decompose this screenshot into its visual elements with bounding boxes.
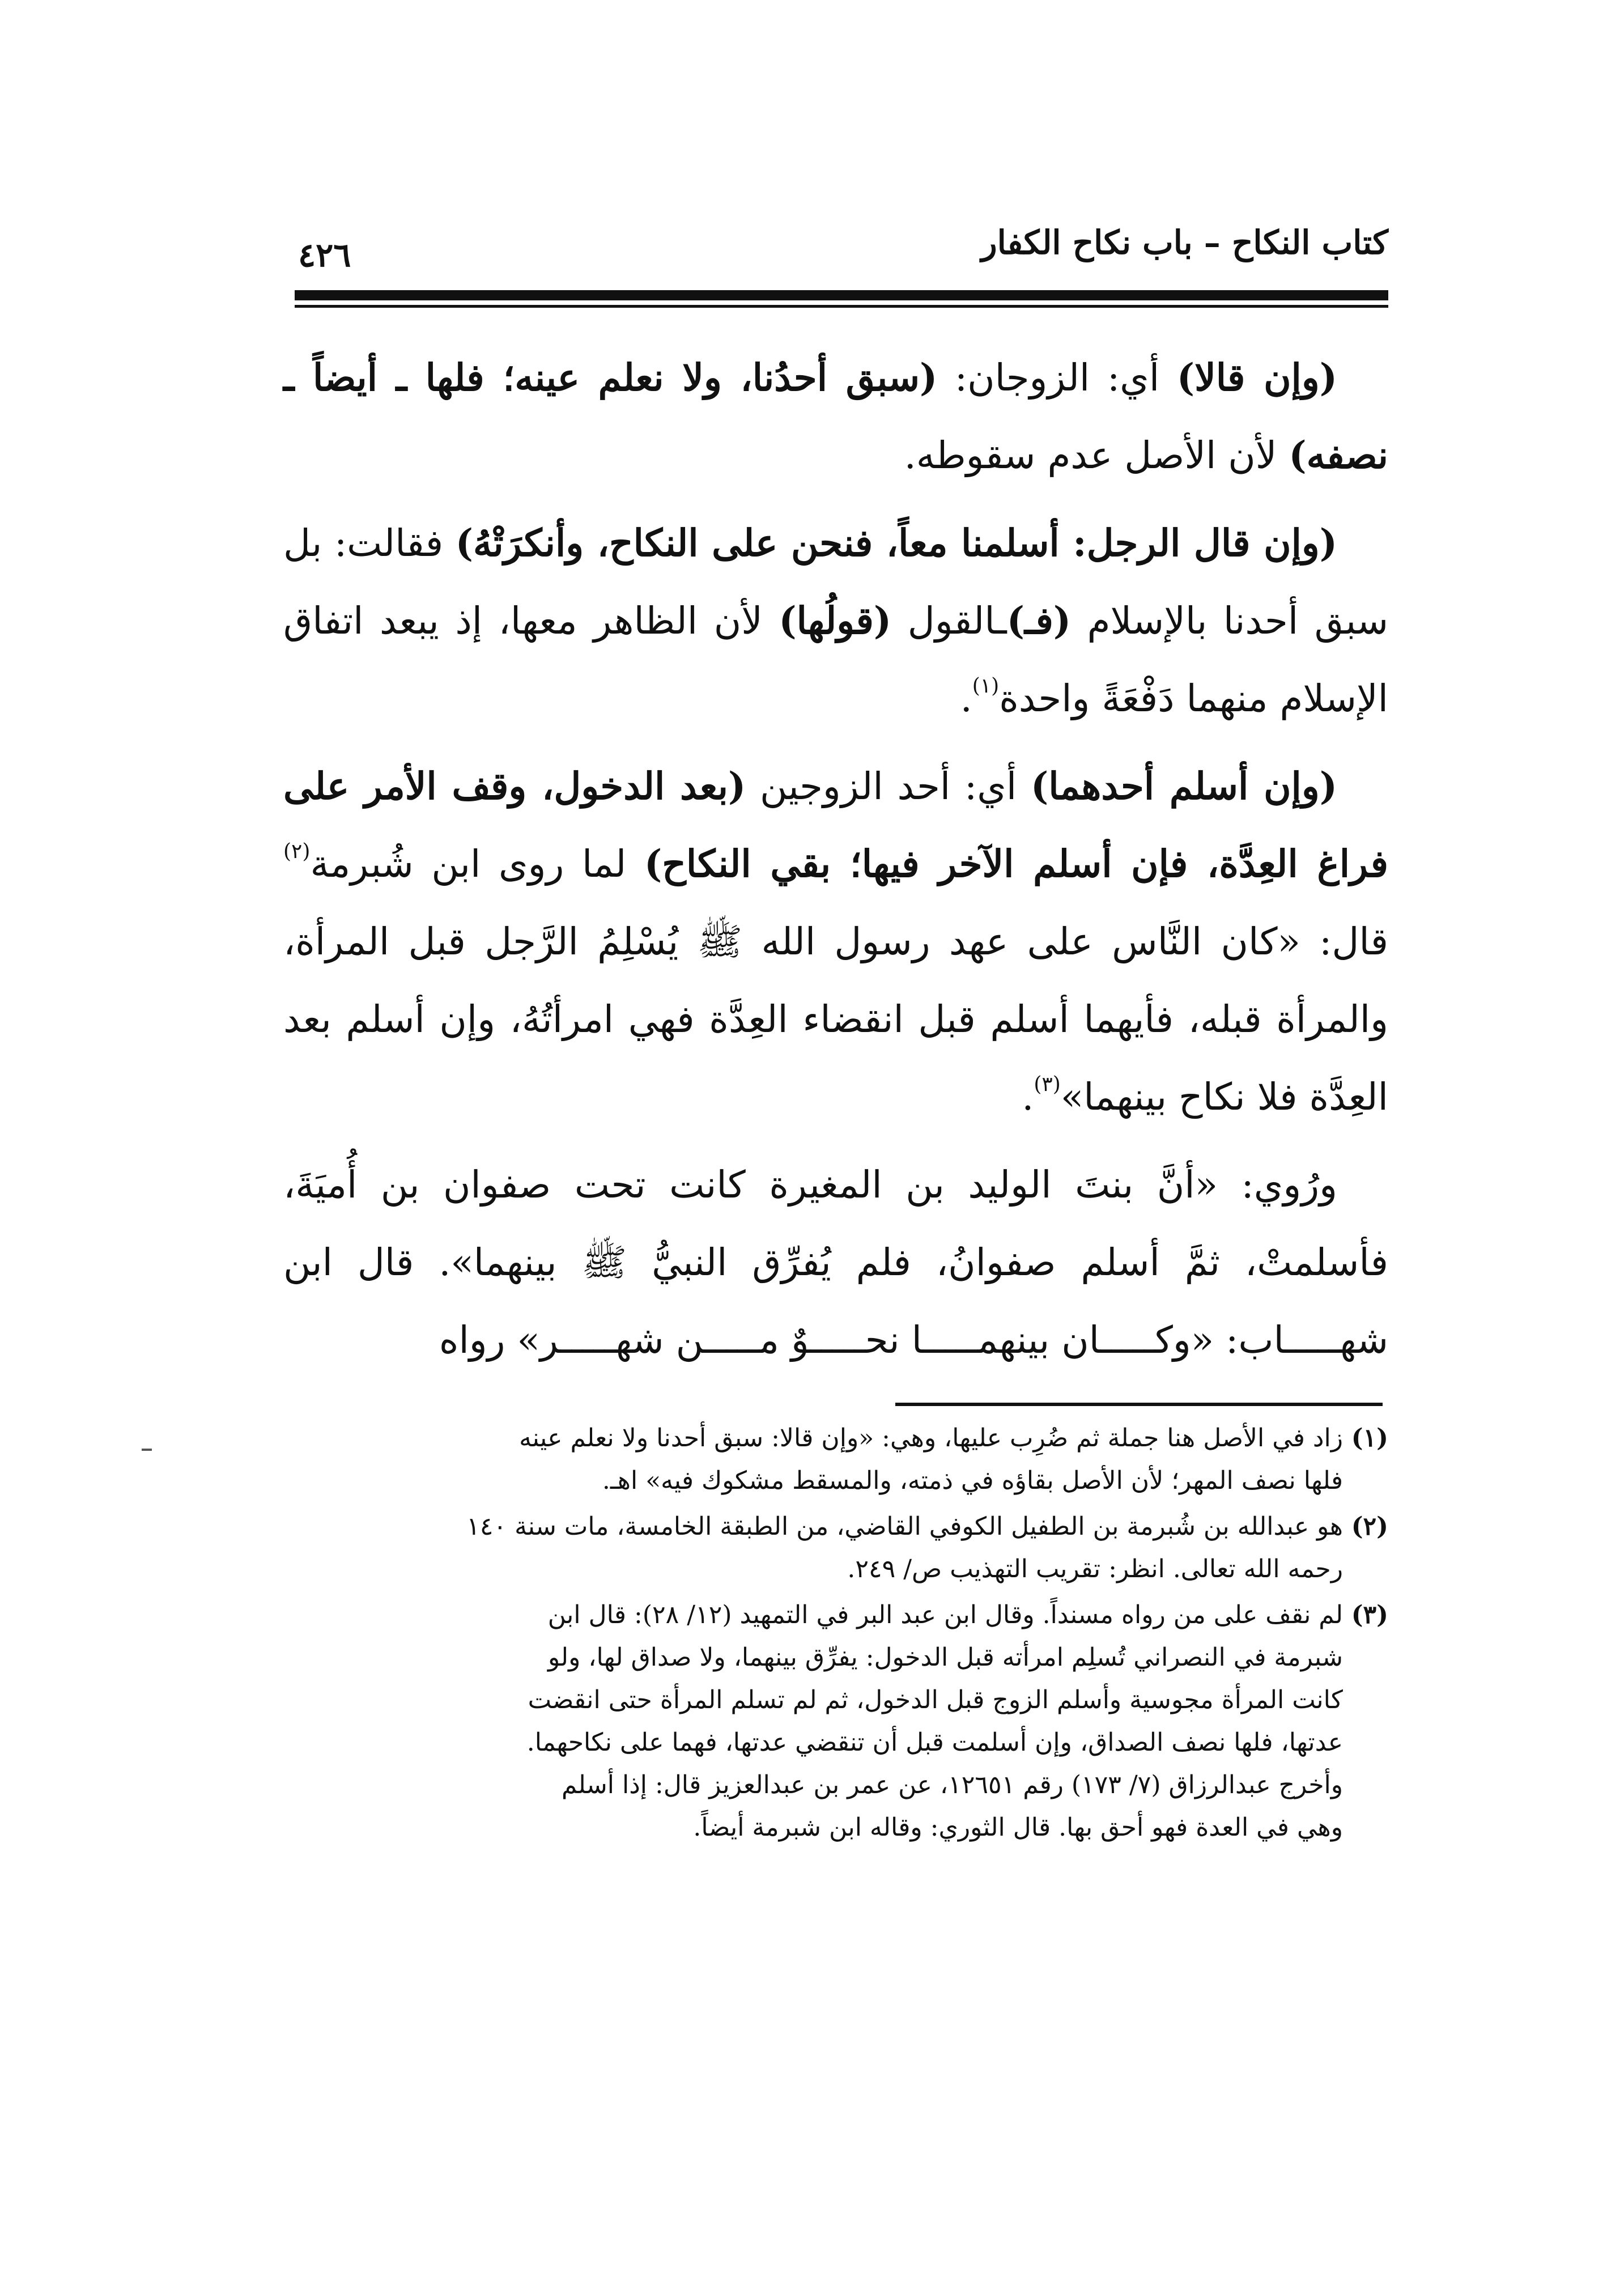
paragraph-2-bold-1: (وإن قال الرجل: أسلمنا معاً، فنحن على النكاح، وأنكرَتْهُ) [455, 521, 1338, 565]
paragraph-2 [283, 504, 1388, 737]
footnote-2-line-1: هو عبدالله بن شُبرمة بن الطفيل الكوفي القاضي، من الطبقة الخامسة، مات سنة ١٤٠ [466, 1512, 1343, 1541]
paragraph-3-text-3: قال: «كان النَّاس على عهد رسول الله ﷺ يُسْلِمُ الرَّجل قبل المرأة، والمرأة قبله، فأيهما أسلم قبل انقضاء العِدَّة فهي امرأتُهُ، وإن أسلم بعد العِدَّة فلا نكاح بينهما» [283, 920, 1388, 1119]
paragraph-3-text-4: . [1022, 1075, 1034, 1119]
paragraph-2-text-3: لأن الظاهر معها، إذ يبعد اتفاق الإسلام منهما دَفْعَةً واحدة [283, 599, 1388, 720]
paragraph-2-text-2: ـالقول [891, 599, 1007, 643]
scan-artifact-mark [142, 1449, 152, 1451]
paragraph-3-bold-1: (وإن أسلم أحدهما) [1031, 764, 1337, 808]
footnote-1-number: (١) [1351, 1424, 1388, 1453]
paragraph-3-text-1: أي: أحد الزوجين [746, 765, 1031, 808]
footnote-2-number: (٢) [1351, 1512, 1388, 1541]
paragraph-3-text-2: لما روى ابن شُبرمة [310, 842, 644, 886]
footnote-1-line-2: فلها نصف المهر؛ لأن الأصل بقاؤه في ذمته، والمسقط مشكوك فيه» اهـ. [602, 1466, 1343, 1495]
footnote-2-line-2: رحمه الله تعالى. انظر: تقريب التهذيب ص/ ٢٤٩. [847, 1555, 1343, 1583]
paragraph-1-text-1: أي: الزوجان: [937, 356, 1177, 400]
footnote-3-line-4: عدتها، فلها نصف الصداق، وإن أسلمت قبل أن تنقضي عدتها، فهما على نكاحهما. [526, 1728, 1343, 1757]
running-head: كتاب النكاح – باب نكاح الكفار [981, 223, 1388, 262]
footnote-3-line-5: وأخرج عبدالرزاق (٧/ ١٧٣) رقم ١٢٦٥١، عن عمر بن عبدالعزيز قال: إذا أسلم [562, 1770, 1343, 1799]
footnote-3-line-2: شبرمة في النصراني تُسلِم امرأته قبل الدخول: يفرِّق بينهما، ولا صداق لها، ولو [547, 1643, 1343, 1672]
paragraph-4-text-1: ورُوي: «أنَّ بنتَ الوليد بن المغيرة كانت تحت صفوان بن أُميَةَ، فأسلمتْ، ثمَّ أسلم صفوانُ، فلم يُفرِّق النبيُّ ﷺ بينهما». قال ابن شهـــــاب: «وكـــــان بينهمـــــا نحـــــوٌ مـــــن شهـــــر» رواه [283, 1163, 1388, 1362]
footnote-3-line-1: لم نقف على من رواه مسنداً. وقال ابن عبد البر في التمهيد (١٢/ ٢٨): قال ابن [547, 1600, 1343, 1629]
footnote-1 [283, 1417, 1388, 1502]
paragraph-1-bold-1: (وإن قالا) [1176, 355, 1337, 400]
page-number: ٤٢٦ [298, 236, 351, 274]
footnote-marker-3[interactable]: (٣) [1034, 1073, 1061, 1096]
paragraph-2-text-1: فقالت: بل سبق أحدنا بالإسلام [283, 521, 1388, 643]
footnote-3-line-6: وهي في العدة فهو أحق بها. قال الثوري: وقاله ابن شبرمة أيضاً. [693, 1813, 1343, 1842]
footnotes [283, 1417, 1388, 1852]
header-rule-thick [295, 290, 1388, 300]
paragraph-1-bold-2: (سبق أحدُنا، ولا نعلم عينه؛ فلها ـ أيضاً ـ نصفه) [283, 355, 1388, 477]
footnote-1-text [283, 1417, 1343, 1502]
footnote-marker-2[interactable]: (٢) [283, 840, 311, 863]
paragraph-4 [283, 1146, 1388, 1379]
footnote-3-line-3: كانت المرأة مجوسية وأسلم الزوج قبل الدخول، ثم لم تسلم المرأة حتى انقضت [528, 1685, 1343, 1714]
footnote-3 [283, 1594, 1388, 1849]
footnote-2-text [283, 1505, 1343, 1590]
footnote-separator [895, 1403, 1383, 1406]
paragraph-1 [283, 339, 1388, 494]
footnote-3-number: (٣) [1351, 1600, 1388, 1629]
paragraph-3-bold-2: (بعد الدخول، وقف الأمر على فراغ العِدَّة، فإن أسلم الآخر فيها؛ بقي النكاح) [283, 764, 1388, 886]
paragraph-3 [283, 748, 1388, 1136]
footnote-marker-1[interactable]: (١) [972, 674, 1000, 698]
footnote-2 [283, 1505, 1388, 1590]
header-rule-thin [295, 305, 1388, 308]
page-header [295, 222, 1388, 286]
footnote-1-line-1: زاد في الأصل هنا جملة ثم ضُرِب عليها، وهي: «وإن قالا: سبق أحدنا ولا نعلم عينه [519, 1424, 1343, 1453]
paragraph-1-text-2: لأن الأصل عدم سقوطه. [904, 434, 1289, 477]
paragraph-2-bold-2: (فـ) [1006, 598, 1072, 643]
paragraph-2-bold-3: (قولُها) [779, 598, 892, 643]
paragraph-2-text-4: . [960, 677, 972, 720]
footnote-3-text [283, 1594, 1343, 1849]
main-text [283, 339, 1388, 1389]
